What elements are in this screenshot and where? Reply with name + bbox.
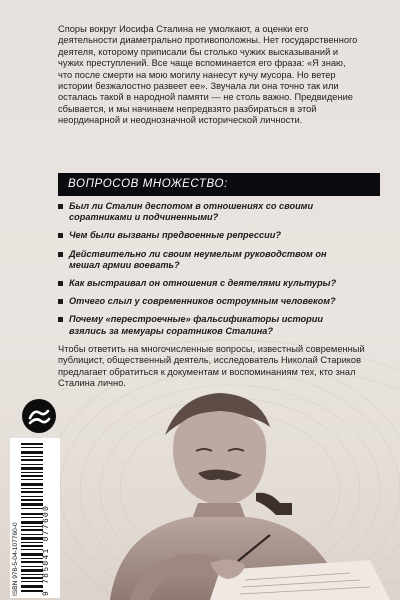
outro-paragraph: Чтобы ответить на многочисленные вопросы, известный современный публицист, общественный деятель, исследователь Николай Стариков предлагает обратиться к документам и воспоминаниям тех, кто знал Сталина лично. xyxy=(58,344,365,389)
publisher-logo xyxy=(22,399,56,433)
list-item xyxy=(58,296,358,307)
list-item xyxy=(58,201,358,223)
list-item xyxy=(58,278,358,289)
portrait-illustration xyxy=(70,365,400,600)
publisher-logo-icon xyxy=(22,399,56,433)
list-item xyxy=(58,249,358,271)
question-text: Почему «перестроечные» фальсификаторы истории взялись за мемуары соратников Сталина? xyxy=(69,314,324,336)
question-text: Как выстраивал он отношения с деятелями культуры? xyxy=(69,278,337,289)
bullet-icon xyxy=(58,317,63,322)
bullet-icon xyxy=(58,299,63,304)
isbn-label: ISBN 978-5-04-107760-0 xyxy=(12,522,19,596)
bullet-icon xyxy=(58,252,63,257)
questions-list xyxy=(58,201,358,344)
question-text: Чем были вызваны предвоенные репрессии? xyxy=(69,230,281,241)
list-item xyxy=(58,314,358,336)
question-text: Действительно ли своим неумелым руководством он мешал армии воевать? xyxy=(69,248,327,270)
questions-banner: ВОПРОСОВ МНОЖЕСТВО: xyxy=(58,173,380,196)
bullet-icon xyxy=(58,281,63,286)
barcode-icon xyxy=(21,443,43,593)
question-text: Отчего слыл у современников остроумным человеком? xyxy=(69,296,336,307)
barcode-digits: 9 785041 077600 xyxy=(43,504,51,596)
bullet-icon xyxy=(58,233,63,238)
intro-paragraph: Споры вокруг Иосифа Сталина не умолкают, а оценки его деятельности диаметрально противоположны. Нет государственного деятеля, которому приписали бы столько чужих высказываний и чужих преступлений. Все чаще вспоминается его фраза: «Я знаю, что после смерти на мою могилу нанесут кучу мусора. Но ветер истории безжалостно развеет ее». Звучала ли она точно так или осталась такой в народной памяти — не столь важно. Предвидение сбывается, и мы начинаем непредвзято разбираться в этой неординарной и неоднозначной исторической личности. xyxy=(58,24,358,126)
list-item xyxy=(58,230,358,241)
bullet-icon xyxy=(58,204,63,209)
question-text: Был ли Сталин деспотом в отношениях со своими соратниками и подчиненными? xyxy=(69,201,314,223)
